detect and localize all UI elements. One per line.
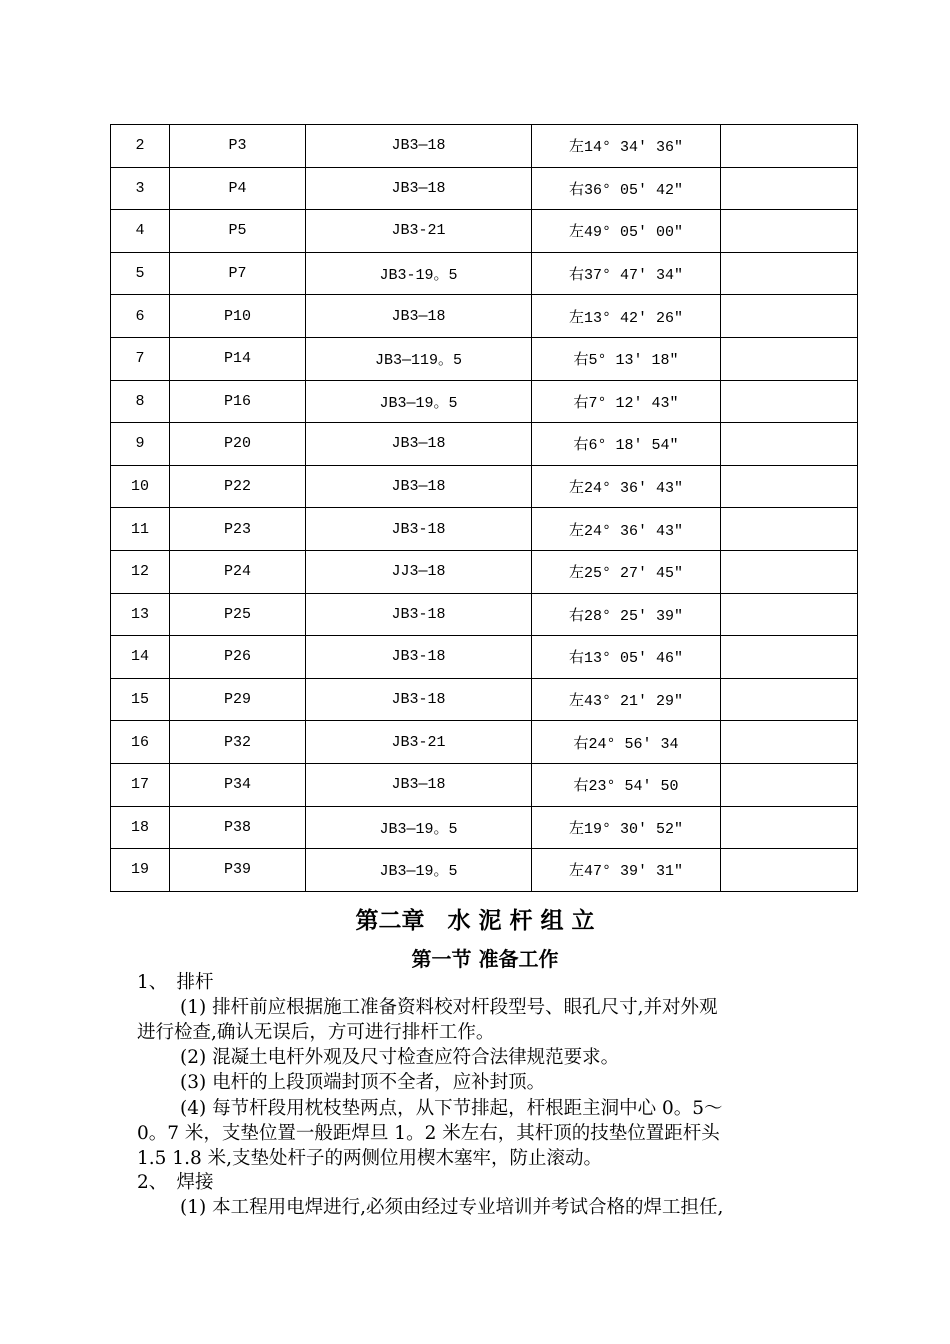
cell-angle: 左25° 27′ 45″ <box>532 550 721 593</box>
cell-pole-id: P25 <box>170 593 306 636</box>
cell-remark <box>721 636 858 679</box>
table-row <box>111 423 858 466</box>
cell-pole-id: P32 <box>170 721 306 764</box>
cell-index: 14 <box>111 636 170 679</box>
paragraph-line: (2) 混凝土电杆外观及尺寸检查应符合法律规范要求。 <box>180 1047 620 1068</box>
cell-pole-id: P7 <box>170 252 306 295</box>
table-row <box>111 380 858 423</box>
table-row <box>111 252 858 295</box>
cell-angle: 左49° 05′ 00″ <box>532 210 721 253</box>
table-row <box>111 465 858 508</box>
cell-pole-type: JB3—19。5 <box>306 380 532 423</box>
cell-pole-type: JB3—19。5 <box>306 806 532 849</box>
table-row <box>111 721 858 764</box>
cell-index: 17 <box>111 763 170 806</box>
cell-pole-type: JB3—19。5 <box>306 849 532 892</box>
cell-remark <box>721 252 858 295</box>
cell-pole-id: P14 <box>170 337 306 380</box>
cell-pole-type: JB3—18 <box>306 125 532 168</box>
cell-remark <box>721 849 858 892</box>
table-row <box>111 550 858 593</box>
cell-angle: 左43° 21′ 29″ <box>532 678 721 721</box>
cell-remark <box>721 508 858 551</box>
chapter-title: 第二章 水 泥 杆 组 立 <box>355 908 595 934</box>
section-title: 第一节 准备工作 <box>411 947 559 971</box>
cell-remark <box>721 806 858 849</box>
paragraph-line: 1.5 1.8 米,支垫处杆子的两侧位用楔木塞牢，防止滚动。 <box>137 1148 602 1169</box>
table-row <box>111 636 858 679</box>
cell-remark <box>721 210 858 253</box>
cell-pole-id: P22 <box>170 465 306 508</box>
cell-pole-id: P4 <box>170 167 306 210</box>
cell-pole-id: P10 <box>170 295 306 338</box>
cell-pole-id: P24 <box>170 550 306 593</box>
cell-angle: 右23° 54′ 50 <box>532 763 721 806</box>
cell-remark <box>721 763 858 806</box>
cell-remark <box>721 678 858 721</box>
cell-angle: 左24° 36′ 43″ <box>532 508 721 551</box>
cell-pole-type: JB3-21 <box>306 721 532 764</box>
cell-index: 11 <box>111 508 170 551</box>
item-1-heading: 1、 排杆 <box>137 972 214 993</box>
cell-pole-type: JB3—18 <box>306 423 532 466</box>
cell-angle: 右24° 56′ 34 <box>532 721 721 764</box>
paragraph-line: (1) 排杆前应根据施工准备资料校对杆段型号、眼孔尺寸,并对外观 <box>180 997 718 1018</box>
paragraph-line: 进行检查,确认无误后，方可进行排杆工作。 <box>137 1022 495 1043</box>
cell-pole-type: JB3-18 <box>306 678 532 721</box>
cell-pole-type: JB3-18 <box>306 593 532 636</box>
table-row <box>111 806 858 849</box>
cell-angle: 左14° 34′ 36″ <box>532 125 721 168</box>
cell-index: 15 <box>111 678 170 721</box>
table-row <box>111 849 858 892</box>
cell-index: 6 <box>111 295 170 338</box>
cell-index: 10 <box>111 465 170 508</box>
cell-pole-type: JB3-21 <box>306 210 532 253</box>
cell-pole-type: JB3—119。5 <box>306 337 532 380</box>
cell-index: 4 <box>111 210 170 253</box>
cell-pole-id: P23 <box>170 508 306 551</box>
cell-pole-type: JB3-18 <box>306 636 532 679</box>
table-row <box>111 678 858 721</box>
cell-angle: 左13° 42′ 26″ <box>532 295 721 338</box>
cell-pole-type: JB3—18 <box>306 763 532 806</box>
cell-pole-id: P34 <box>170 763 306 806</box>
cell-index: 9 <box>111 423 170 466</box>
cell-remark <box>721 721 858 764</box>
cell-index: 18 <box>111 806 170 849</box>
paragraph-line: 0。7 米，支垫位置一般距焊旦 1。2 米左右，其杆顶的技垫位置距杆头 <box>137 1123 720 1144</box>
cell-angle: 右37° 47′ 34″ <box>532 252 721 295</box>
table-row <box>111 508 858 551</box>
cell-pole-id: P38 <box>170 806 306 849</box>
cell-angle: 右7° 12′ 43″ <box>532 380 721 423</box>
cell-index: 13 <box>111 593 170 636</box>
cell-angle: 右6° 18′ 54″ <box>532 423 721 466</box>
paragraph-line: (3) 电杆的上段顶端封顶不全者，应补封顶。 <box>180 1072 546 1093</box>
cell-index: 8 <box>111 380 170 423</box>
table-row <box>111 167 858 210</box>
cell-index: 19 <box>111 849 170 892</box>
table-row <box>111 337 858 380</box>
cell-angle: 右13° 05′ 46″ <box>532 636 721 679</box>
cell-index: 12 <box>111 550 170 593</box>
cell-index: 16 <box>111 721 170 764</box>
cell-angle: 右28° 25′ 39″ <box>532 593 721 636</box>
cell-remark <box>721 593 858 636</box>
cell-remark <box>721 125 858 168</box>
table-row <box>111 593 858 636</box>
cell-remark <box>721 167 858 210</box>
cell-pole-id: P29 <box>170 678 306 721</box>
cell-remark <box>721 465 858 508</box>
paragraph-line: (1) 本工程用电焊进行,必须由经过专业培训并考试合格的焊工担任, <box>180 1197 724 1218</box>
cell-angle: 右5° 13′ 18″ <box>532 337 721 380</box>
cell-index: 3 <box>111 167 170 210</box>
cell-angle: 左24° 36′ 43″ <box>532 465 721 508</box>
cell-pole-id: P16 <box>170 380 306 423</box>
cell-angle: 左19° 30′ 52″ <box>532 806 721 849</box>
cell-pole-type: JB3-19。5 <box>306 252 532 295</box>
paragraph-line: (4) 每节杆段用枕枝垫两点，从下节排起，杆根距主洞中心 0。5～ <box>180 1098 723 1119</box>
cell-pole-id: P39 <box>170 849 306 892</box>
cell-angle: 右36° 05′ 42″ <box>532 167 721 210</box>
cell-pole-id: P26 <box>170 636 306 679</box>
table-row <box>111 295 858 338</box>
cell-pole-type: JB3-18 <box>306 508 532 551</box>
table-row <box>111 125 858 168</box>
cell-pole-id: P3 <box>170 125 306 168</box>
cell-angle: 左47° 39′ 31″ <box>532 849 721 892</box>
cell-pole-id: P5 <box>170 210 306 253</box>
cell-pole-type: JJ3—18 <box>306 550 532 593</box>
cell-index: 5 <box>111 252 170 295</box>
cell-remark <box>721 337 858 380</box>
cell-index: 7 <box>111 337 170 380</box>
cell-remark <box>721 380 858 423</box>
pole-table <box>110 124 858 892</box>
cell-index: 2 <box>111 125 170 168</box>
table-row <box>111 210 858 253</box>
cell-remark <box>721 550 858 593</box>
cell-pole-type: JB3—18 <box>306 167 532 210</box>
cell-pole-id: P20 <box>170 423 306 466</box>
pole-table-body <box>111 125 858 892</box>
item-2-heading: 2、 焊接 <box>137 1172 214 1193</box>
cell-remark <box>721 295 858 338</box>
cell-pole-type: JB3—18 <box>306 295 532 338</box>
table-row <box>111 763 858 806</box>
cell-remark <box>721 423 858 466</box>
cell-pole-type: JB3—18 <box>306 465 532 508</box>
